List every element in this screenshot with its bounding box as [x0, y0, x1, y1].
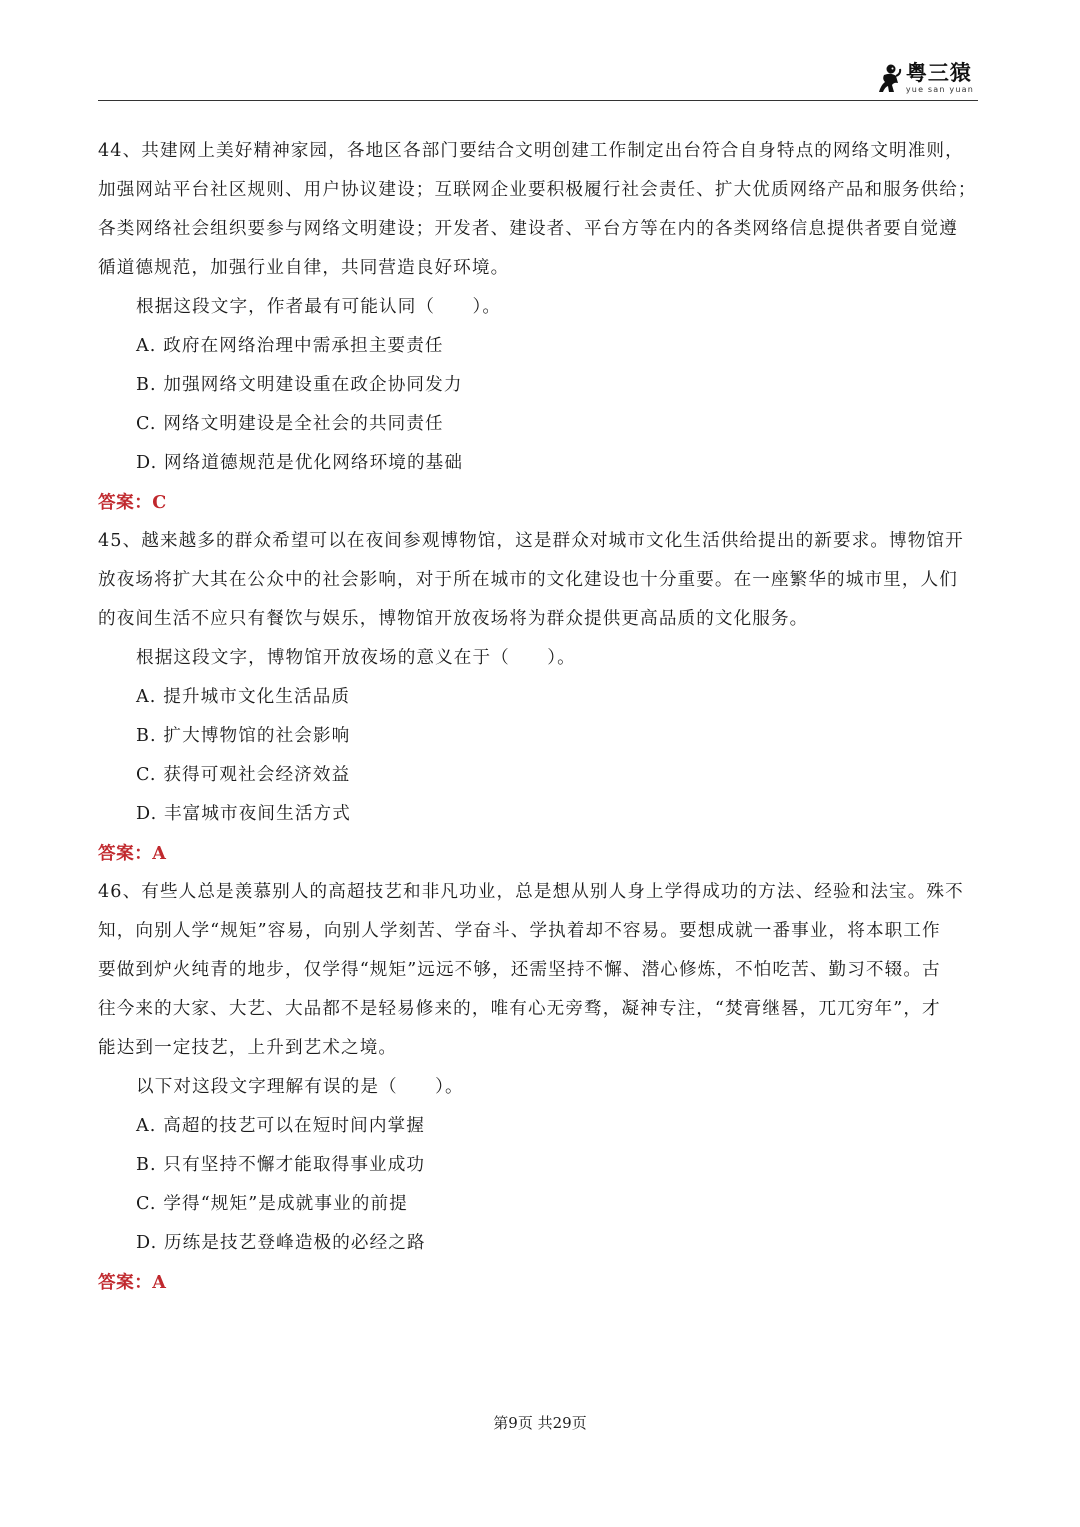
- question-prompt: 根据这段文字，作者最有可能认同（ ）。: [136, 297, 502, 317]
- page-content: [98, 132, 978, 1302]
- answer-label: 答案：C: [98, 492, 167, 513]
- question-stem-line: 要做到炉火纯青的地步，仅学得“规矩”远远不够，还需坚持不懈、潜心修炼，不怕吃苦、勤习不辍。古: [98, 960, 941, 980]
- question-stem-line: 46、有些人总是羡慕别人的高超技艺和非凡功业，总是想从别人身上学得成功的方法、经验和法宝。殊不: [98, 882, 964, 902]
- question-45: [98, 522, 978, 873]
- option-d: D. 历练是技艺登峰造极的必经之路: [136, 1233, 426, 1253]
- question-stem-line: 45、越来越多的群众希望可以在夜间参观博物馆，这是群众对城市文化生活供给提出的新要求。博物馆开: [98, 531, 964, 551]
- question-stem-line: 知，向别人学“规矩”容易，向别人学刻苦、学奋斗、学执着却不容易。要想成就一番事业，将本职工作: [98, 921, 941, 941]
- question-stem-line: 44、共建网上美好精神家园，各地区各部门要结合文明创建工作制定出台符合自身特点的网络文明准则，: [98, 141, 964, 161]
- monkey-logo-icon: [876, 63, 902, 93]
- logo-subtitle: yue san yuan: [905, 84, 974, 94]
- question-stem-line: 往今来的大家、大艺、大品都不是轻易修来的，唯有心无旁骛，凝神专注，“焚膏继晷，兀兀穷年”，才: [98, 999, 941, 1019]
- logo-text: 粤三猿: [905, 60, 972, 85]
- option-a: A. 高超的技艺可以在短时间内掌握: [136, 1116, 425, 1136]
- question-stem-line: 能达到一定技艺，上升到艺术之境。: [98, 1038, 398, 1058]
- question-prompt: 根据这段文字，博物馆开放夜场的意义在于（ ）。: [136, 648, 576, 668]
- option-b: B. 加强网络文明建设重在政企协同发力: [136, 375, 463, 395]
- option-a: A. 政府在网络治理中需承担主要责任: [136, 336, 444, 356]
- answer-label: 答案：A: [98, 843, 167, 864]
- page-number: 第9页 共29页: [493, 1414, 587, 1432]
- option-c: C. 获得可观社会经济效益: [136, 765, 351, 785]
- option-c: C. 学得“规矩”是成就事业的前提: [136, 1194, 408, 1214]
- question-stem-line: 加强网站平台社区规则、用户协议建设；互联网企业要积极履行社会责任、扩大优质网络产品和服务供给；: [98, 180, 977, 200]
- option-c: C. 网络文明建设是全社会的共同责任: [136, 414, 444, 434]
- question-stem-line: 放夜场将扩大其在公众中的社会影响，对于所在城市的文化建设也十分重要。在一座繁华的城市里，人们: [98, 570, 958, 590]
- option-b: B. 扩大博物馆的社会影响: [136, 726, 351, 746]
- page-header: [98, 58, 978, 101]
- question-stem-line: 循道德规范，加强行业自律，共同营造良好环境。: [98, 258, 510, 278]
- question-44: [98, 132, 978, 522]
- question-prompt: 以下对这段文字理解有误的是（ ）。: [136, 1077, 464, 1097]
- brand-logo: [876, 60, 974, 96]
- option-d: D. 丰富城市夜间生活方式: [136, 804, 351, 824]
- answer-label: 答案：A: [98, 1272, 167, 1293]
- question-stem-line: 的夜间生活不应只有餐饮与娱乐，博物馆开放夜场将为群众提供更高品质的文化服务。: [98, 609, 809, 629]
- option-b: B. 只有坚持不懈才能取得事业成功: [136, 1155, 426, 1175]
- option-a: A. 提升城市文化生活品质: [136, 687, 351, 707]
- option-d: D. 网络道德规范是优化网络环境的基础: [136, 453, 464, 473]
- question-46: [98, 873, 978, 1302]
- question-stem-line: 各类网络社会组织要参与网络文明建设；开发者、建设者、平台方等在内的各类网络信息提供者要自觉遵: [98, 219, 958, 239]
